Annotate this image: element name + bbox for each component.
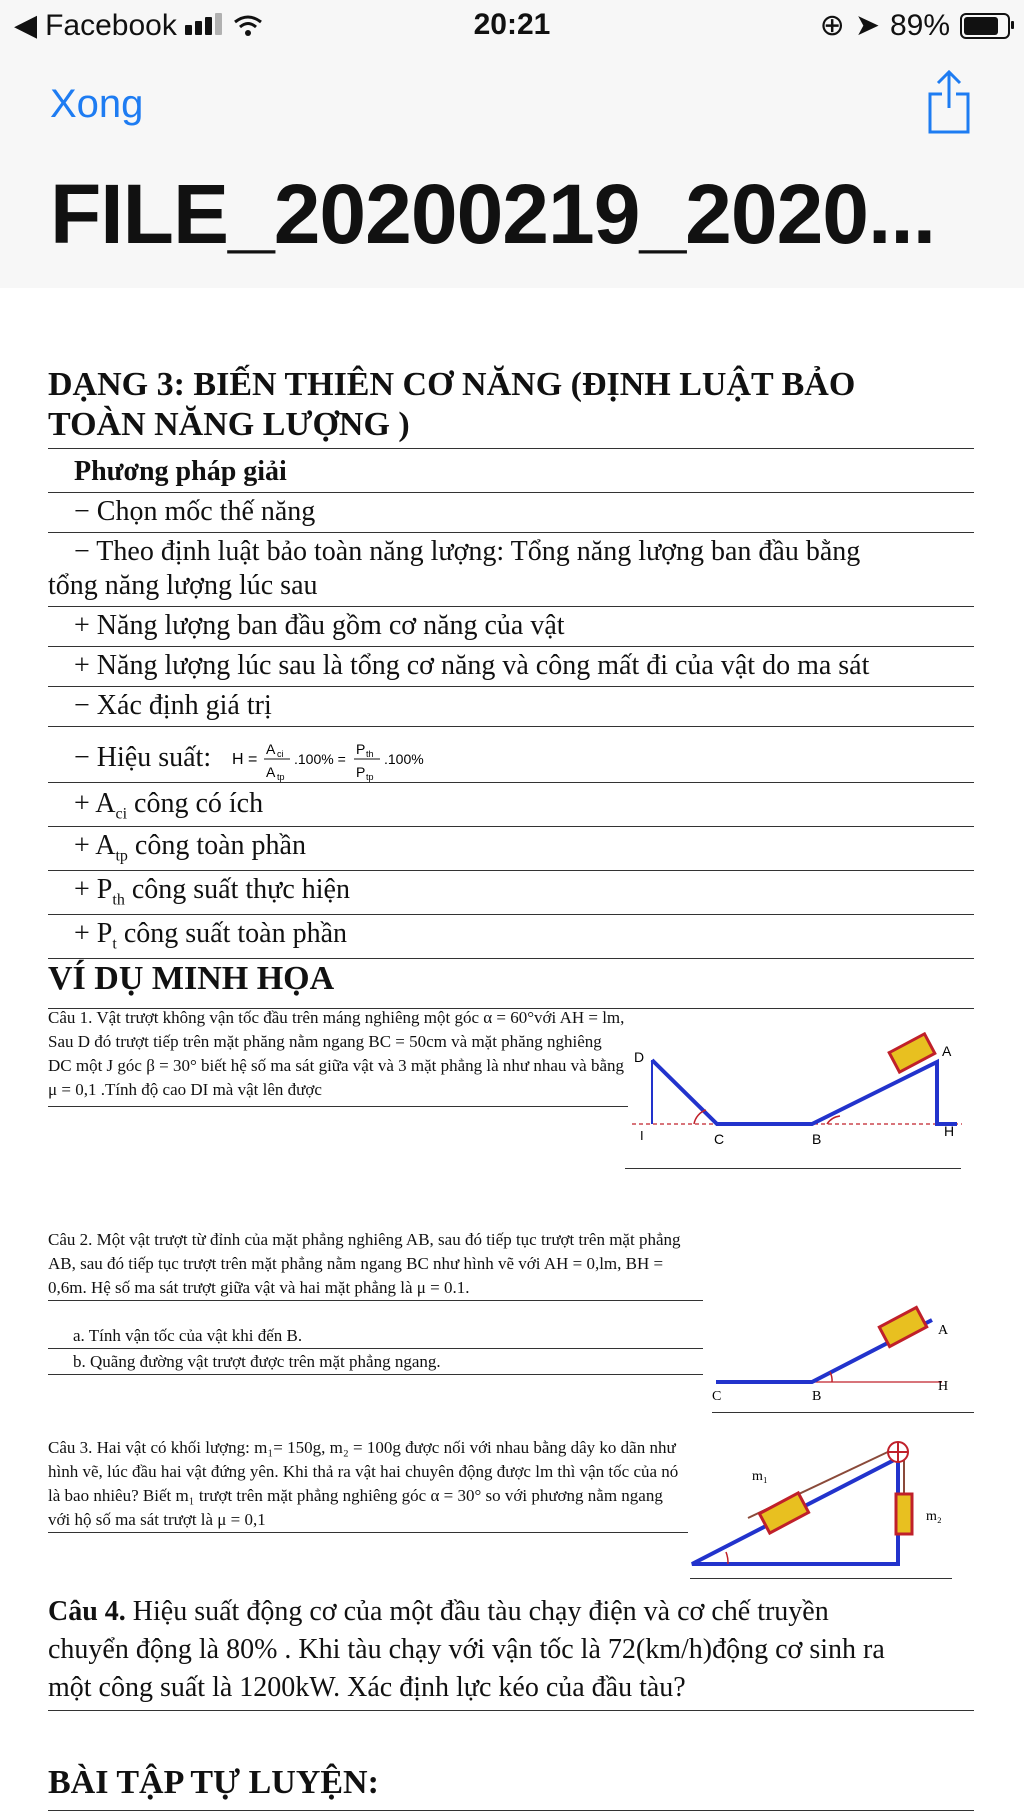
label-H: H xyxy=(944,1123,955,1139)
svg-text:th: th xyxy=(366,749,374,759)
label-C: C xyxy=(714,1131,725,1147)
figure-1 xyxy=(622,1032,972,1167)
label-A: A xyxy=(942,1043,952,1059)
step-4: + Năng lượng lúc sau là tổng cơ năng và công mất đi của vật do ma sát xyxy=(48,650,974,687)
method-heading: Phương pháp giải xyxy=(48,456,974,493)
svg-text:ci: ci xyxy=(277,749,284,759)
term-pt: + $P_t$ công suất toàn phần xyxy=(48,918,974,959)
heading-type3-a: DẠNG 3: BIẾN THIÊN CƠ NĂNG (ĐỊNH LUẬT BẢO xyxy=(48,366,856,403)
figure-3 xyxy=(688,1438,958,1578)
label-D: D xyxy=(634,1049,645,1065)
q4a-text: Hiệu suất động cơ của một đầu tàu chạy điện và cơ chế truyền xyxy=(132,1596,829,1627)
rotation-lock-icon: ⊕ xyxy=(819,9,845,42)
svg-text:.100% =: .100% = xyxy=(294,751,346,767)
figure-3-rule xyxy=(690,1578,952,1579)
efficiency-formula xyxy=(232,734,462,789)
label-m2: m₂ xyxy=(926,1509,942,1524)
svg-text:tp: tp xyxy=(366,772,374,782)
done-button[interactable]: Xong xyxy=(50,82,144,126)
step-6-efficiency xyxy=(48,730,974,783)
battery-icon xyxy=(960,13,1010,39)
svg-text:tp: tp xyxy=(277,772,285,782)
heading-self-practice: BÀI TẬP TỰ LUYỆN: xyxy=(48,1764,974,1811)
term-pt-text: công suất toàn phần xyxy=(123,918,347,949)
formula-graphic xyxy=(232,734,462,784)
question-3: Câu 3. Hai vật có khối lượng: m₁= 150g, m₂ = 100g được nối với nhau bằng dây ko dãn như hình vẽ, lúc đầu hai vật đứng yên. Khi thả ra vật hai chuyên động được lm thì vận tốc của nó là bao nhiêu? Biết m₁ trượt trên mặt phẳng nghiêng góc α = 30° so với phương nằm ngang với hộ số ma sát trượt là μ = 0,1 xyxy=(48,1436,688,1533)
back-app-label: Facebook xyxy=(45,8,177,42)
heading-examples: VÍ DỤ MINH HỌA xyxy=(48,960,974,1009)
heading-type3-b: TOÀN NĂNG LƯỢNG ) xyxy=(48,406,974,449)
figure-2-rule xyxy=(712,1412,974,1413)
term-atp: + $A_{tp}$ công toàn phần xyxy=(48,830,974,871)
term-pth-text: công suất thực hiện xyxy=(131,874,350,905)
battery-percent: 89% xyxy=(889,8,950,42)
svg-text:P: P xyxy=(356,764,366,780)
term-aci-text: công có ích xyxy=(134,788,264,819)
step-2b: tổng năng lượng lúc sau xyxy=(48,570,974,607)
efficiency-label: − Hiệu suất: xyxy=(74,742,212,773)
location-icon: ➤ xyxy=(854,9,880,42)
question-4c: một công suất là 1200kW. Xác định lực kéo của đầu tàu? xyxy=(48,1672,974,1711)
svg-text:A: A xyxy=(266,741,276,757)
figure-1-rule xyxy=(625,1168,961,1169)
step-1: − Chọn mốc thế năng xyxy=(48,496,974,533)
back-arrow-icon: ◀ xyxy=(14,9,38,42)
svg-text:A: A xyxy=(266,764,276,780)
step-3: + Năng lượng ban đầu gồm cơ năng của vật xyxy=(48,610,974,647)
figure-2 xyxy=(712,1304,972,1414)
label-C-2: C xyxy=(712,1389,722,1404)
nav-header xyxy=(0,0,1024,288)
svg-text:H =: H = xyxy=(232,751,258,768)
term-pth: + $P_{th}$ công suất thực hiện xyxy=(48,874,974,915)
share-icon[interactable] xyxy=(924,68,974,138)
question-4b: chuyển động là 80% . Khi tàu chạy với vận tốc là 72(km/h)động cơ sinh ra xyxy=(48,1634,885,1665)
status-bar xyxy=(0,0,1024,52)
label-H-2: H xyxy=(938,1379,949,1394)
svg-text:.100%: .100% xyxy=(384,751,424,767)
step-2a: − Theo định luật bảo toàn năng lượng: Tổng năng lượng ban đầu bằng xyxy=(74,536,861,567)
term-atp-text: công toàn phần xyxy=(134,830,306,861)
step-5: − Xác định giá trị xyxy=(48,690,974,727)
clock: 20:21 xyxy=(473,8,551,41)
question-1: Câu 1. Vật trượt không vận tốc đầu trên máng nghiêng một góc α = 60°với AH = lm, Sau D đó trượt tiếp trên mặt phăng nằm ngang BC = 50cm và mặt phăng nghiêng DC một J góc β = 30° biết hệ số ma sát giữa vật và 3 mặt phẳng là như nhau và bằng μ = 0,1 .Tính độ cao DI mà vật lên được xyxy=(48,1006,628,1107)
document-page[interactable] xyxy=(0,288,1024,1820)
label-m1: m₁ xyxy=(752,1469,768,1484)
document-title: FILE_20200219_2020... xyxy=(50,167,936,261)
question-2: Câu 2. Một vật trượt từ đỉnh của mặt phẳng nghiêng AB, sau đó tiếp tục trượt trên mặt phẳng AB, sau đó tiếp tục trượt trên mặt phẳng nằm ngang BC như hình vẽ với AH = 0,lm, BH = 0,6m. Hệ số ma sát trượt giữa vật và hai mặt phẳng là μ = 0.1. xyxy=(48,1228,703,1301)
question-4a: Câu 4. Hiệu suất động cơ của một đầu tàu chạy điện và cơ chế truyền xyxy=(48,1596,829,1627)
label-I: I xyxy=(640,1128,644,1143)
term-aci: + $A_{ci}$ công có ích xyxy=(48,788,974,827)
svg-text:P: P xyxy=(356,741,366,757)
label-A-2: A xyxy=(938,1323,949,1338)
question-2b: b. Quãng đường vật trượt được trên mặt phẳng ngang. xyxy=(48,1350,703,1375)
question-2a: a. Tính vận tốc của vật khi đến B. xyxy=(48,1324,703,1349)
label-B: B xyxy=(812,1131,822,1147)
label-B-2: B xyxy=(812,1389,822,1404)
